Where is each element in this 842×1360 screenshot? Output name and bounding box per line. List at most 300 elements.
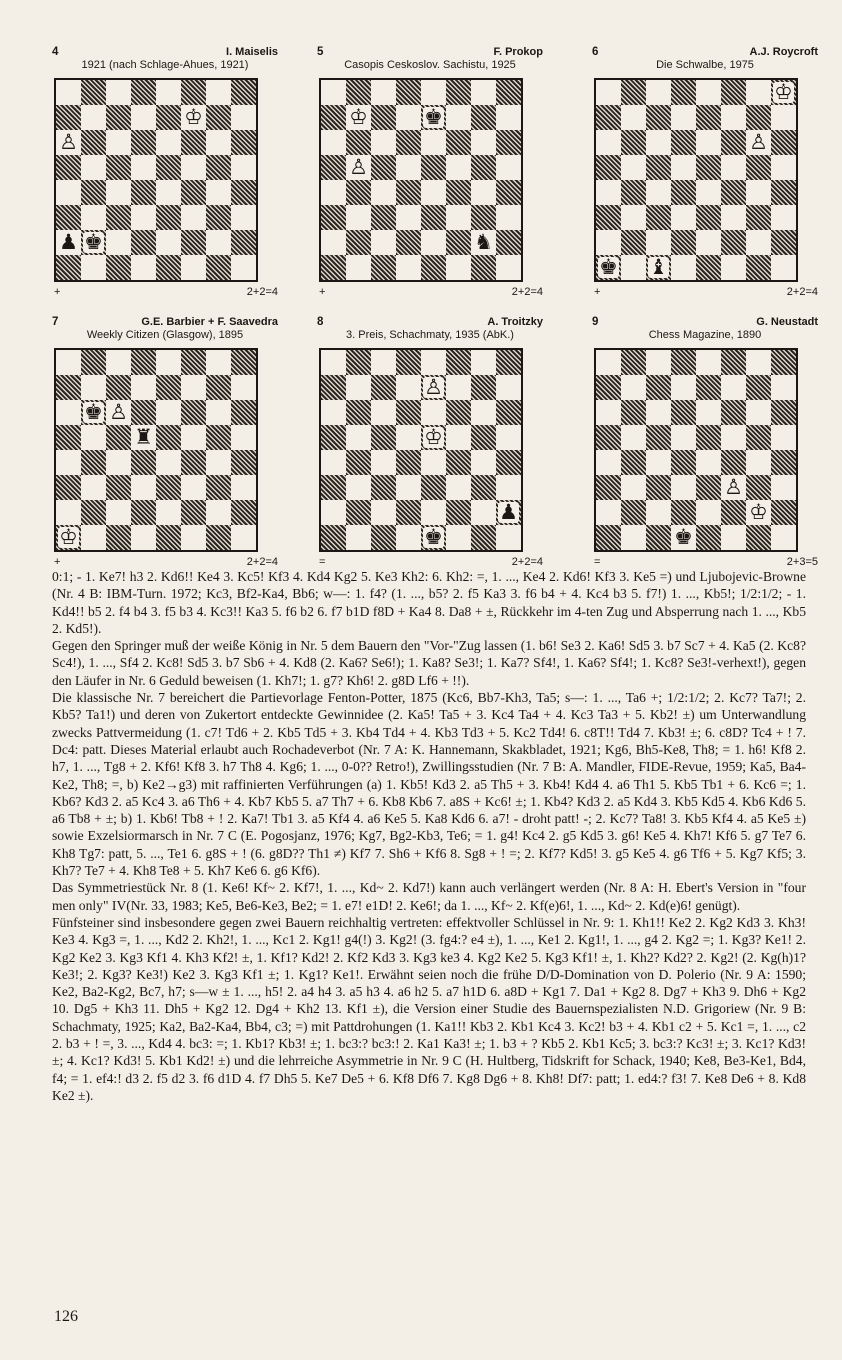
paragraph: 0:1; - 1. Ke7! h3 2. Kd6!! Ke4 3. Kc5! Kf3 4. Kd4 Kg2 5. Ke3 Kh2: 6. Kh2: =, 1. ..., Ke4 2. Kd6! Kf3 3. Ke5 =) und Ljubojevic-Browne (Nr. 4 B: IBM-Turn. 1972; Kc3, Bf2-Ka4, Bb6; w—: 1. f4? (1. ..., b5? 2. f5 Ka3 3. f6 b4 + 4. Kc4 b3 5. f7!) 1. ..., Kb5!; 1/2:1/2; - 1. Kd4!! b5 2. f4 b4 3. f5 b3 4. Kc3!! Ka3 5. f6 b2 6. f7 b1D f8D + Ka4 8. Da8 + ±, Rückkehr im 4-ten Zug und Absperrung nach 1. ..., Kb5 2. Kd5!). — [52, 569, 806, 636]
board-square — [596, 475, 621, 500]
board-square — [321, 130, 346, 155]
board-square — [621, 375, 646, 400]
board-square — [231, 105, 256, 130]
board-square — [446, 425, 471, 450]
board-square — [346, 400, 371, 425]
board-square — [321, 525, 346, 550]
board-square — [106, 230, 131, 255]
board-square — [746, 105, 771, 130]
diagram-source: Weekly Citizen (Glasgow), 1895 — [86, 329, 244, 341]
board-square — [721, 375, 746, 400]
board-square — [496, 475, 521, 500]
board-square — [321, 230, 346, 255]
board-square — [396, 375, 421, 400]
board-square — [621, 475, 646, 500]
board-square — [131, 180, 156, 205]
board-square — [696, 130, 721, 155]
board-square — [671, 230, 696, 255]
board-square — [321, 500, 346, 525]
board-square — [346, 450, 371, 475]
board-square — [721, 155, 746, 180]
stipulation: = — [319, 556, 326, 568]
board-square — [621, 525, 646, 550]
black-pawn-icon: ♟ — [499, 500, 518, 524]
board-square — [206, 230, 231, 255]
board-square — [621, 500, 646, 525]
board-square — [181, 80, 206, 105]
board-square — [771, 80, 796, 105]
board-square — [231, 230, 256, 255]
board-square — [56, 205, 81, 230]
board-square — [321, 375, 346, 400]
board-square — [181, 205, 206, 230]
board-square — [596, 375, 621, 400]
board-square — [56, 80, 81, 105]
board-square — [321, 425, 346, 450]
board-square — [746, 475, 771, 500]
black-king-icon: ♚ — [424, 105, 443, 129]
board-square — [496, 500, 521, 525]
white-pawn-icon: ♙ — [349, 155, 368, 179]
board-square — [346, 130, 371, 155]
board-square — [771, 475, 796, 500]
board-square — [396, 105, 421, 130]
board-square — [396, 205, 421, 230]
board-square — [131, 205, 156, 230]
board-square — [671, 255, 696, 280]
diagram-header — [52, 46, 278, 78]
board-square — [321, 155, 346, 180]
board-square — [396, 500, 421, 525]
board-square — [696, 400, 721, 425]
diagram-header — [317, 316, 543, 348]
board-square — [206, 130, 231, 155]
board-square — [206, 255, 231, 280]
board-square — [81, 375, 106, 400]
board-square — [156, 500, 181, 525]
board-square — [81, 105, 106, 130]
black-king-icon: ♚ — [674, 525, 693, 549]
board-square — [471, 230, 496, 255]
board-square — [771, 230, 796, 255]
board-square — [231, 450, 256, 475]
board-square — [496, 350, 521, 375]
diagram-number: 6 — [592, 46, 599, 58]
board-square — [371, 475, 396, 500]
board-square — [471, 155, 496, 180]
board-square — [771, 425, 796, 450]
board-square — [696, 500, 721, 525]
board-square — [421, 155, 446, 180]
board-square — [396, 350, 421, 375]
board-square — [231, 525, 256, 550]
board-square — [646, 400, 671, 425]
board-square — [746, 350, 771, 375]
board-square — [771, 155, 796, 180]
board-square — [696, 105, 721, 130]
board-square — [396, 475, 421, 500]
board-square — [646, 425, 671, 450]
board-square — [721, 350, 746, 375]
board-square — [346, 80, 371, 105]
board-square — [231, 255, 256, 280]
board-square — [496, 130, 521, 155]
board-square — [131, 450, 156, 475]
board-square — [671, 130, 696, 155]
board-square — [471, 400, 496, 425]
board-square — [156, 155, 181, 180]
board-square — [696, 155, 721, 180]
board-square — [131, 255, 156, 280]
black-bishop-icon: ♝ — [649, 255, 668, 279]
board-square — [131, 525, 156, 550]
board-square — [371, 525, 396, 550]
board-square — [81, 180, 106, 205]
solution-text — [52, 568, 806, 1104]
board-square — [446, 525, 471, 550]
white-pawn-icon: ♙ — [59, 130, 78, 154]
board-square — [181, 180, 206, 205]
board-square — [721, 80, 746, 105]
board-square — [671, 350, 696, 375]
stipulation: + — [54, 286, 61, 298]
board-square — [181, 255, 206, 280]
board-square — [646, 105, 671, 130]
stipulation: = — [594, 556, 601, 568]
board-square — [496, 400, 521, 425]
board-square — [421, 255, 446, 280]
board-square — [646, 255, 671, 280]
board-square — [81, 130, 106, 155]
black-knight-icon: ♞ — [474, 230, 493, 254]
board-square — [81, 400, 106, 425]
board-square — [206, 425, 231, 450]
board-square — [56, 180, 81, 205]
board-square — [671, 425, 696, 450]
board-square — [621, 205, 646, 230]
board-square — [396, 180, 421, 205]
board-square — [471, 375, 496, 400]
board-square — [721, 205, 746, 230]
board-square — [621, 105, 646, 130]
board-square — [421, 450, 446, 475]
board-square — [771, 525, 796, 550]
white-king-icon: ♔ — [424, 425, 443, 449]
diagram-author: A.J. Roycroft — [749, 46, 818, 58]
diagram-author: G.E. Barbier + F. Saavedra — [141, 316, 278, 328]
diagram-author: I. Maiselis — [226, 46, 278, 58]
board-square — [746, 155, 771, 180]
board-square — [721, 500, 746, 525]
piece-count: 2+2=4 — [786, 286, 818, 298]
board-square — [696, 255, 721, 280]
board-square — [446, 450, 471, 475]
board-square — [181, 500, 206, 525]
paragraph: Fünfsteiner sind insbesondere gegen zwei Bauern reichhaltig vertreten: effektvoller Schlüssel in Nr. 9: 1. Kh1!! Ke2 2. Kg2 Kd3 3. Kh3! Ke3 4. Kg3 =, 1. ..., Kd2 2. Kh2!, 1. ..., Kc1 2. Kg1! g4(!) 3. Kg2! (3. fg4:? e4 ±), 1. ..., Ke1 2. Kg1!, 1. ..., g4 2. Kg2 =; 1. Kg3? Ke1! 2. Kg2 Ke2 3. Kg3 Kf1 4. Kh3 Kf2! ±, 1. Kf1? Kd2! 2. Kf2 Kd3 3. Kg3 ke3 4. Kg2 Ke2 5. Kg3 Kf1! ±, 1. Kh2? Kd2? 2. Kg2! (2. Kg(h)1? Ke3!; 2. Kg3? Ke3!) Ke2 3. Kg3 Kf1 ±; 1. Kg1? Ke1!. Erwähnt seien noch die frühe D/D-Domination von D. Polerio (Nr. 9 A: 1590; Ke2, Ba2-Kg2, Bc7, h7; s—w ± 1. ..., h5! 2. a4 h4 3. a5 h3 4. a6 h2 5. a7 h1D 6. a8D + Kg1 7. Da1 + Kg2 8. Dg7 + Kh3 9. Dh6 + Kg2 10. Dg5 + Kh3 11. Dh5 + Kg2 12. Dg4 + Kh2 13. Kf1 ±), die Version einer Studie des Bauernspezialisten N.D. Grigoriew (Nr. 9 B: Schachmaty, 1925; Ka2, Ba2-Ka4, Bb4, c3; =) mit Pattdrohungen (1. Ka1!! Kb3 2. Kb1 Kc4 3. Kc2! b3 + 4. Kb1 c2 + 5. Kc1 =, 1. ..., c2 2. b3 + ! =, 3. ..., Kd4 4. bc3: =; 1. Kb1? Kb3! ±; 1. bc3:? bc3:! 2. Ka1 Ka3! ±; 1. b3 + ? Kb5 2. Kb1 Kc5; 3. bc3:? Kc3! ±; 3. Kc1? Kd3! ±; 4. Kc1? Kd3! 5. Kb1 Kd2! ±) und die lehrreiche Asymmetrie in Nr. 9 C (H. Hultberg, Tidskrift for Schack, 1940; Ke8, Be3-Ke1, Bd4, f4; = 1. ef4:! d3 2. f5 d2 3. f6 d1D 4. f7 Dh5 5. Ke7 De5 + 6. Kf8 Df6 7. Kg8 Dg6 + 8. Kh8! Df7: patt; 1. ed4:? f3! 7. Ke8 De6 + 8. Kd8 Ke2 ±). — [52, 914, 806, 1103]
board-square — [446, 350, 471, 375]
board-square — [646, 375, 671, 400]
diagram-header — [52, 316, 278, 348]
board-square — [621, 80, 646, 105]
black-king-icon: ♚ — [84, 230, 103, 254]
diagram-4 — [52, 46, 278, 308]
board-square — [206, 155, 231, 180]
board-square — [446, 255, 471, 280]
board-square — [156, 180, 181, 205]
board-square — [596, 180, 621, 205]
board-square — [446, 400, 471, 425]
board-square — [421, 130, 446, 155]
board-square — [596, 525, 621, 550]
board-square — [396, 450, 421, 475]
board-square — [496, 450, 521, 475]
board-square — [671, 105, 696, 130]
diagram-footer — [317, 286, 543, 304]
board-square — [106, 525, 131, 550]
board-square — [371, 450, 396, 475]
board-square — [646, 525, 671, 550]
diagram-5 — [317, 46, 543, 308]
board-square — [671, 475, 696, 500]
board-square — [371, 425, 396, 450]
chess-board — [319, 348, 523, 552]
board-square — [496, 525, 521, 550]
board-square — [81, 425, 106, 450]
white-pawn-icon: ♙ — [724, 475, 743, 499]
board-square — [321, 205, 346, 230]
board-square — [421, 400, 446, 425]
board-square — [471, 525, 496, 550]
diagram-9 — [592, 316, 818, 578]
white-king-icon: ♔ — [774, 80, 793, 104]
stipulation: + — [594, 286, 601, 298]
board-square — [131, 230, 156, 255]
board-square — [596, 350, 621, 375]
board-square — [106, 155, 131, 180]
board-square — [371, 500, 396, 525]
board-square — [181, 400, 206, 425]
board-square — [346, 475, 371, 500]
board-square — [231, 400, 256, 425]
board-square — [81, 205, 106, 230]
board-square — [421, 525, 446, 550]
board-square — [321, 400, 346, 425]
board-square — [421, 375, 446, 400]
board-square — [56, 475, 81, 500]
board-square — [181, 525, 206, 550]
diagram-header — [317, 46, 543, 78]
board-square — [771, 130, 796, 155]
white-king-icon: ♔ — [749, 500, 768, 524]
board-square — [446, 205, 471, 230]
board-square — [621, 350, 646, 375]
board-square — [321, 255, 346, 280]
board-square — [371, 80, 396, 105]
board-square — [721, 230, 746, 255]
board-square — [396, 80, 421, 105]
board-square — [696, 425, 721, 450]
board-square — [421, 105, 446, 130]
board-square — [496, 425, 521, 450]
board-square — [471, 130, 496, 155]
board-square — [596, 450, 621, 475]
board-square — [746, 425, 771, 450]
board-square — [471, 350, 496, 375]
diagram-author: F. Prokop — [493, 46, 543, 58]
board-square — [371, 155, 396, 180]
black-king-icon: ♚ — [424, 525, 443, 549]
board-square — [496, 205, 521, 230]
board-square — [371, 255, 396, 280]
board-square — [596, 425, 621, 450]
board-square — [371, 230, 396, 255]
board-square — [181, 105, 206, 130]
diagram-number: 7 — [52, 316, 59, 328]
board-square — [671, 205, 696, 230]
board-square — [206, 375, 231, 400]
board-square — [646, 80, 671, 105]
board-square — [106, 450, 131, 475]
board-square — [346, 255, 371, 280]
piece-count: 2+2=4 — [246, 286, 278, 298]
board-square — [106, 180, 131, 205]
diagram-author: A. Troitzky — [487, 316, 543, 328]
board-square — [81, 350, 106, 375]
board-square — [496, 180, 521, 205]
board-square — [446, 375, 471, 400]
board-square — [471, 475, 496, 500]
board-square — [721, 105, 746, 130]
board-square — [156, 375, 181, 400]
board-square — [206, 525, 231, 550]
board-square — [721, 525, 746, 550]
piece-count: 2+2=4 — [511, 286, 543, 298]
paragraph: Die klassische Nr. 7 bereichert die Partievorlage Fenton-Potter, 1875 (Kc6, Bb7-Kh3, Ta5; s—: 1. ..., Ta6 +; 1/2:1/2; 2. Kc7? Ta7!; 2. Kb5? Ta1!) und deren von Zukertort entdeckte Gewinnidee (2. Ka5! Ta5 + 3. Kc4 Ta4 + 4. Kc3 Ta3 + 5. Kb2! ±) um Unterwandlung zwecks Pattvermeidung (1. c7! Td6 + 2. Kb5 Td5 + 3. Kb4 Td4 + 4. Kb3 Td3 + 5. Kc2 Td4! 6. c8T!! Td4 7. Kb3! ±; 6. c8D? Tc4 + ! 7. Dc4: patt. Dieses Material erlaubt auch Rochadeverbot (Nr. 7 A: K. Hannemann, Skakbladet, 1921; Kg6, Bh5-Ke8, Th8; = 1. h6! Kf8 2. h7, 1. ..., Tg8 + 2. Kf6! Kf8 3. h7 Th8 4. Kg6; 1. ..., 0-0?? Retro!), Zwillingsstudien (Nr. 7 B: A. Mandler, FIDE-Revue, 1959; Ka5, Ba4-Ke2, Th8; =, b) Ke2→g3) mit raffinierten Verführungen (a) 1. Kb5! Kd3 2. a5 Th5 + 3. Kb4! Kd4 4. a6 Th1 5. Kb5 Tb1 + 6. Kc6 =; 1. Kb6? Kd3 2. a5 Kc4 3. a6 Th6 + 4. Kb7 Kb5 5. a7 Th7 + 6. Kb8 Kb6 7. a8S + Kc6! ±; 1. Kb4? Kd3 2. a5 Kd4 3. Kb5 Kd5 4. Kb6 Kd6 5. a6 Tb8 + ±; b) 1. Kb6! Tb8 + ! 2. Ka7! Tb1 3. a5 Kf4 4. a6 Ke5 5. Ka8 Kd6 6. a7! - droht patt! -; 2. Kc7? Ta8! 3. Kb5 Kf4 4. a5 Ke5 ±) sowie Exzelsiormarsch in Nr. 7 C (E. Pogosjanz, 1976; Kg7, Bg2-Kb3, Te6; = 1. g4! Kc4 2. g5 Kd5 3. g6! Ke5 4. Kh7! Kf6 5. g7 Te7 6. Kh8 Tg7: patt, 5. ..., Te1 6. g8S + ! (6. g8D?? Th1 ≠) Kf7 7. Sh6 + Kf6 8. Sg8 + ! =; 2. Kf7? Kd5! 3. g5 Ke5 4. g6 Tf6 + 5. Kg7 Kf5; 3. Kh7? Te7 + 4. Kh8 Te8 + 5. Kh7 Ke6 6. g6 Kf6). — [52, 690, 806, 879]
board-square — [346, 425, 371, 450]
diagram-source: Chess Magazine, 1890 — [648, 329, 762, 341]
board-square — [371, 350, 396, 375]
board-square — [646, 180, 671, 205]
board-square — [81, 525, 106, 550]
board-square — [346, 105, 371, 130]
diagram-footer — [52, 286, 278, 304]
board-square — [106, 105, 131, 130]
board-square — [131, 80, 156, 105]
board-square — [56, 350, 81, 375]
board-square — [646, 350, 671, 375]
board-square — [56, 450, 81, 475]
board-square — [646, 205, 671, 230]
board-square — [746, 80, 771, 105]
board-square — [721, 400, 746, 425]
board-square — [421, 80, 446, 105]
board-square — [131, 425, 156, 450]
board-square — [81, 155, 106, 180]
board-square — [56, 105, 81, 130]
board-square — [421, 350, 446, 375]
board-square — [671, 155, 696, 180]
board-square — [646, 450, 671, 475]
board-square — [231, 475, 256, 500]
board-square — [596, 500, 621, 525]
board-square — [696, 525, 721, 550]
board-square — [596, 105, 621, 130]
board-square — [106, 80, 131, 105]
board-square — [396, 255, 421, 280]
chess-board — [319, 78, 523, 282]
board-square — [621, 255, 646, 280]
board-square — [496, 230, 521, 255]
board-square — [696, 475, 721, 500]
white-pawn-icon: ♙ — [109, 400, 128, 424]
board-square — [771, 450, 796, 475]
board-square — [231, 180, 256, 205]
board-square — [771, 255, 796, 280]
board-square — [346, 350, 371, 375]
board-square — [206, 180, 231, 205]
board-square — [496, 105, 521, 130]
board-square — [621, 400, 646, 425]
board-square — [496, 80, 521, 105]
board-square — [421, 230, 446, 255]
board-square — [646, 155, 671, 180]
board-square — [596, 255, 621, 280]
board-square — [231, 130, 256, 155]
board-square — [156, 400, 181, 425]
board-square — [446, 80, 471, 105]
paragraph: Gegen den Springer muß der weiße König in Nr. 5 dem Bauern den "Vor-"Zug lassen (1. b6! Se3 2. Ka6! Sd5 3. b7 Sc7 + 4. Ka5 (2. Kc8? Sc4!), 1. ..., Sf4 2. Kc8! Sd5 3. b7 Sb6 + 4. Kd8 (2. Ka6? Se6!); 1. Ka8? Se3!; 1. Ka7? Sf4!, 1. Ka6? Sf4!; 1. Kc8? Se3!-verhext!), gegen den Läufer in Nr. 6 Geduld beweisen (1. Kh7!; 1. g7? Kh6! 2. g8D Lf6 + !!). — [52, 638, 806, 688]
board-square — [371, 400, 396, 425]
diagram-footer — [592, 286, 818, 304]
board-square — [471, 80, 496, 105]
diagram-source: Casopis Ceskoslov. Sachistu, 1925 — [344, 59, 516, 71]
chess-board — [54, 348, 258, 552]
board-square — [106, 205, 131, 230]
board-square — [721, 475, 746, 500]
board-square — [596, 205, 621, 230]
board-square — [206, 105, 231, 130]
page-number: 126 — [54, 1308, 78, 1325]
board-square — [396, 425, 421, 450]
board-square — [746, 375, 771, 400]
board-square — [371, 180, 396, 205]
board-square — [181, 425, 206, 450]
board-square — [421, 425, 446, 450]
board-square — [746, 205, 771, 230]
stipulation: + — [54, 556, 61, 568]
board-square — [421, 205, 446, 230]
board-square — [181, 155, 206, 180]
board-square — [206, 450, 231, 475]
board-square — [156, 80, 181, 105]
diagram-6 — [592, 46, 818, 308]
board-square — [471, 450, 496, 475]
board-square — [156, 425, 181, 450]
board-square — [346, 155, 371, 180]
board-square — [106, 375, 131, 400]
board-square — [646, 230, 671, 255]
board-square — [231, 350, 256, 375]
board-square — [671, 525, 696, 550]
board-square — [56, 375, 81, 400]
board-square — [206, 80, 231, 105]
board-square — [671, 450, 696, 475]
diagram-number: 5 — [317, 46, 324, 58]
board-square — [396, 230, 421, 255]
board-square — [156, 450, 181, 475]
board-square — [231, 80, 256, 105]
board-square — [156, 130, 181, 155]
